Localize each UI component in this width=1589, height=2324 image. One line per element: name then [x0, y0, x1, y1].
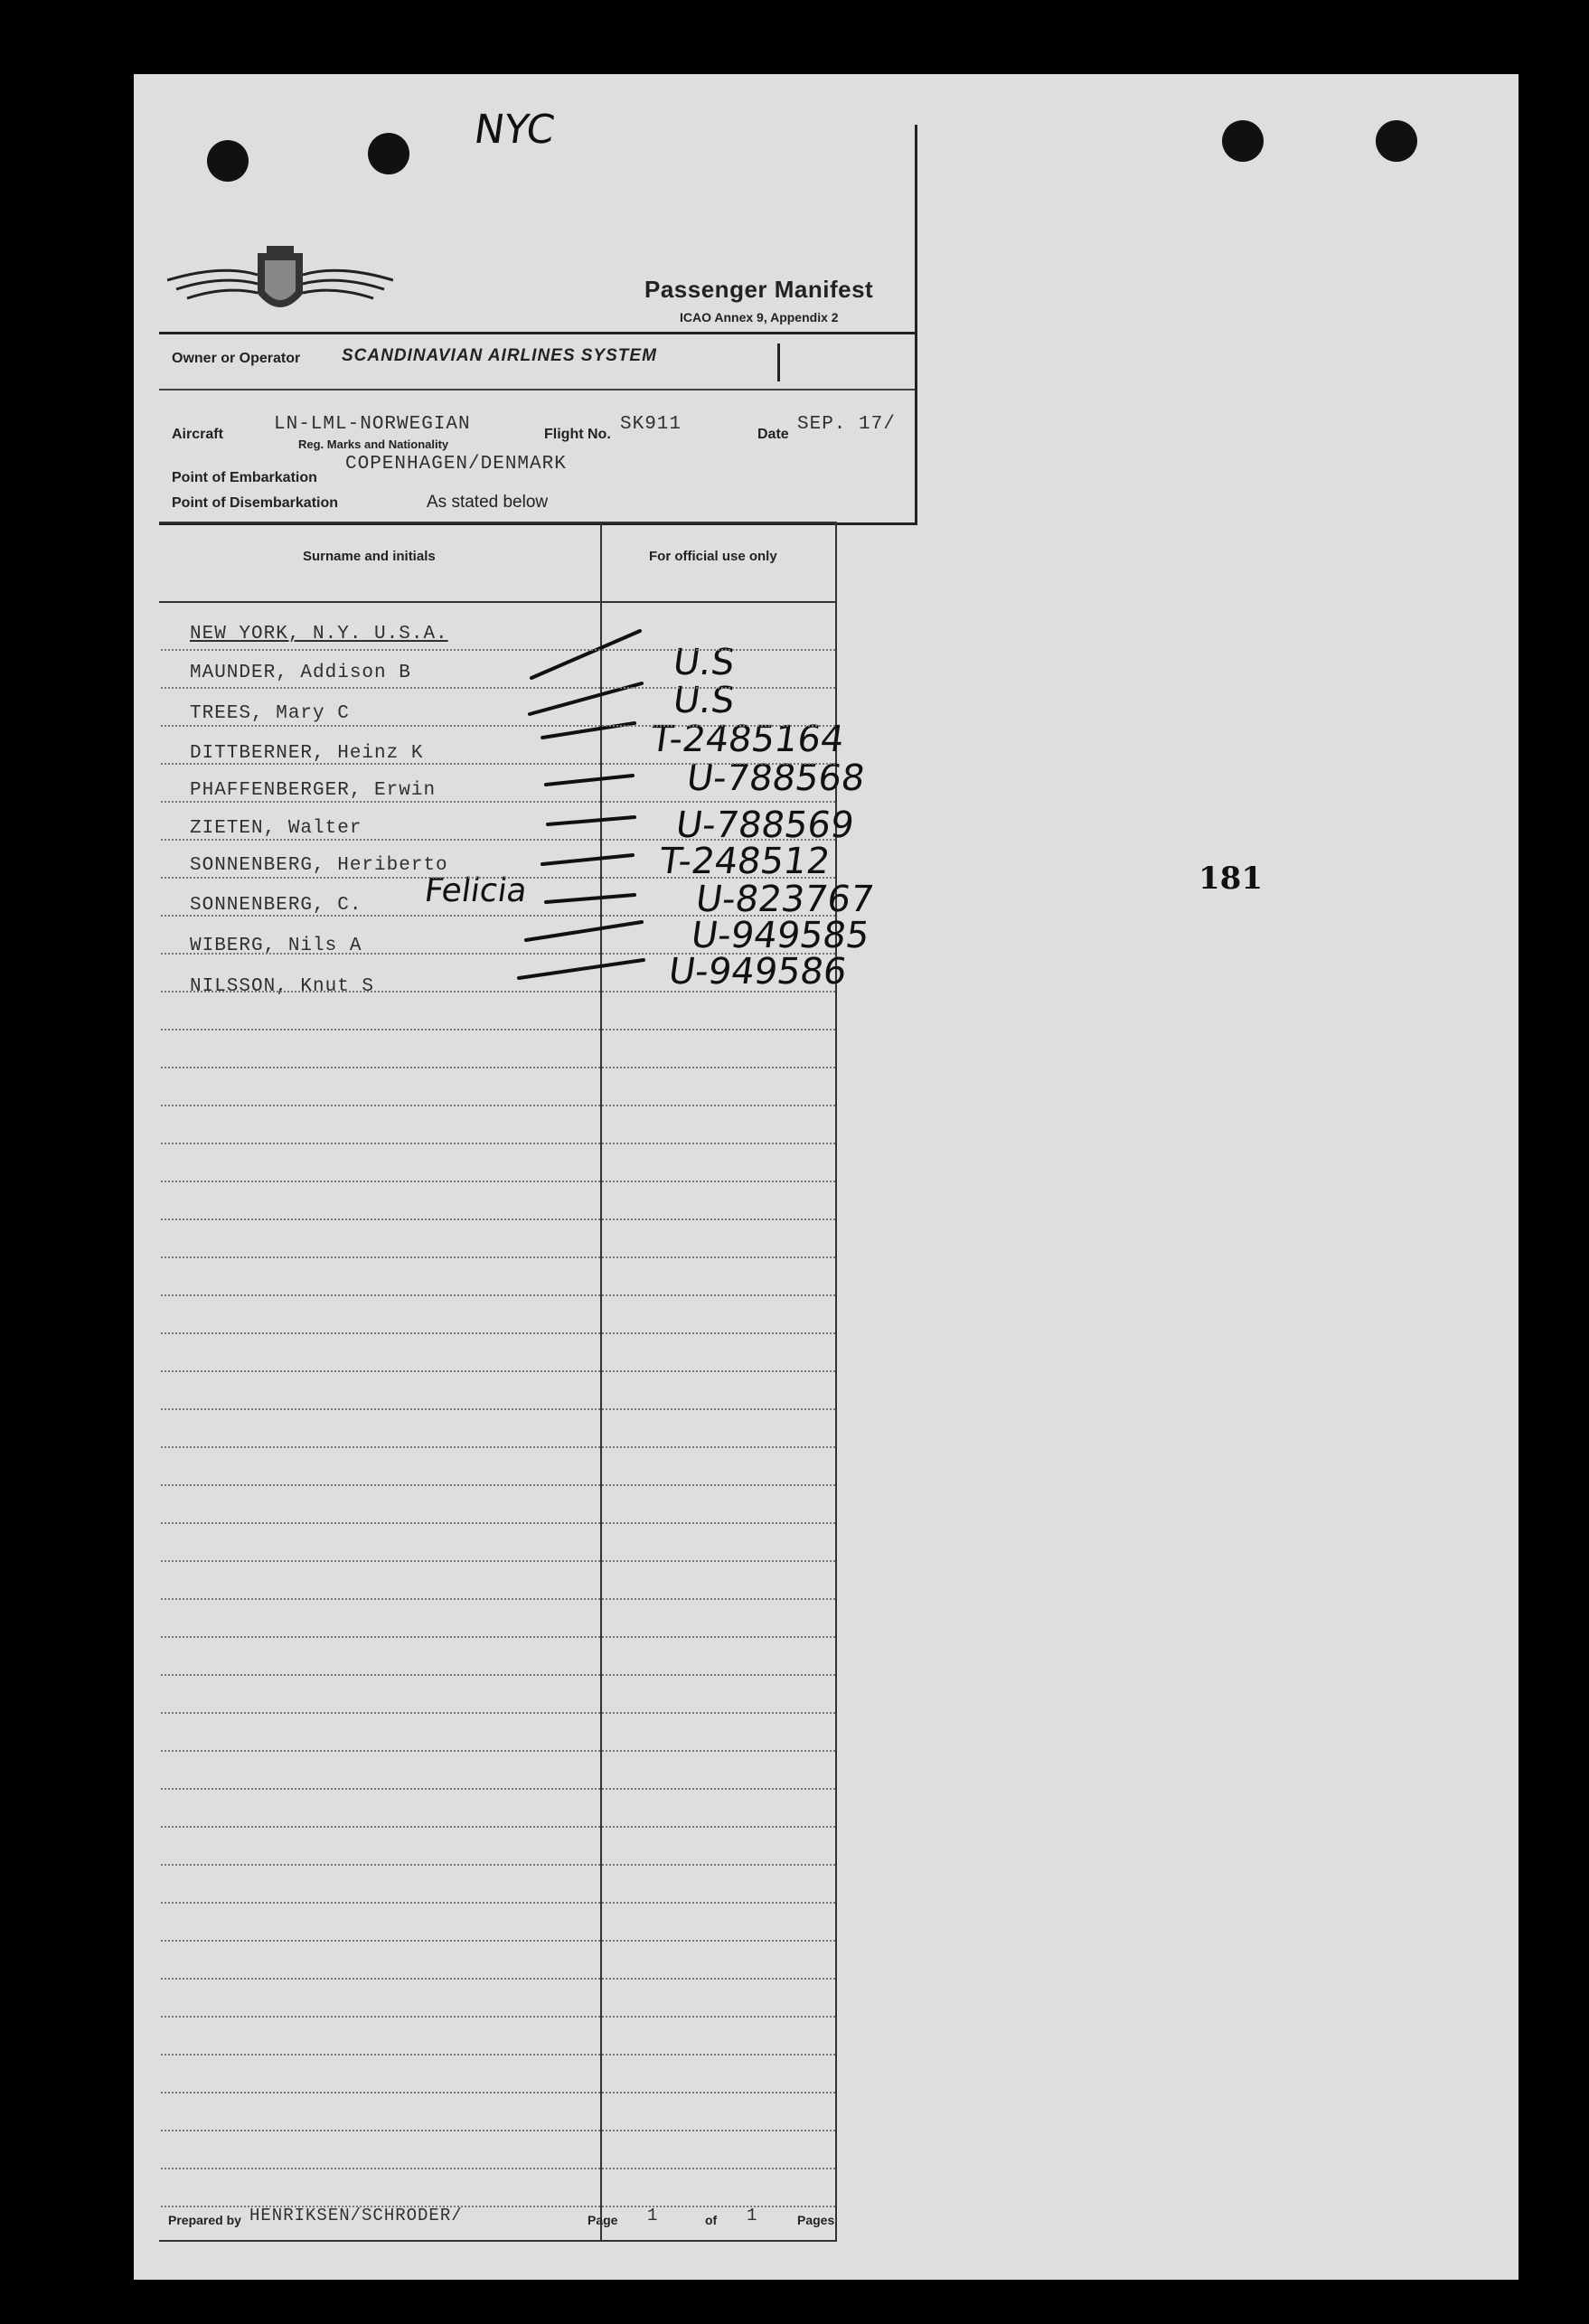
owner-label: Owner or Operator — [172, 351, 301, 366]
official-note: U-788569 — [672, 804, 857, 846]
ruled-line — [161, 2092, 835, 2093]
embarkation-value: COPENHAGEN/DENMARK — [345, 454, 567, 475]
passenger-name: MAUNDER, Addison B — [190, 663, 411, 683]
official-note: U-949586 — [665, 951, 850, 993]
ruled-line — [161, 1978, 835, 1980]
of-value: 1 — [747, 2206, 758, 2225]
passenger-name: WIBERG, Nils A — [190, 936, 362, 956]
flight-value: SK911 — [620, 414, 682, 435]
ruled-line — [161, 801, 835, 803]
ruled-line — [161, 1636, 835, 1638]
ruled-line — [161, 649, 835, 651]
ruled-line — [161, 1560, 835, 1562]
page-value: 1 — [647, 2206, 659, 2225]
official-note: U-788568 — [683, 757, 868, 799]
ruled-line — [161, 1674, 835, 1676]
form-subtitle: ICAO Annex 9, Appendix 2 — [680, 310, 839, 325]
owner-rule — [159, 389, 915, 390]
surname-column-header: Surname and initials — [303, 549, 436, 564]
official-column-header: For official use only — [649, 549, 777, 564]
date-label: Date — [757, 427, 789, 442]
prepared-by-value: HENRIKSEN/SCHRODER/ — [249, 2206, 463, 2225]
ruled-line — [161, 1902, 835, 1904]
date-value: SEP. 17/ — [797, 414, 896, 435]
ruled-line — [161, 1218, 835, 1220]
ruled-line — [161, 839, 835, 841]
ruled-line — [161, 877, 835, 879]
passenger-name: DITTBERNER, Heinz K — [190, 743, 424, 764]
disembarkation-value: As stated below — [427, 493, 549, 512]
punch-hole — [1376, 120, 1417, 162]
pages-label: Pages — [797, 2213, 835, 2227]
ruled-line — [161, 953, 835, 955]
ruled-line — [161, 1598, 835, 1600]
ruled-line — [161, 1143, 835, 1144]
ruled-line — [161, 725, 835, 727]
official-note: T-2485164 — [647, 719, 847, 760]
ruled-line — [161, 1484, 835, 1486]
disembarkation-label: Point of Disembarkation — [172, 495, 339, 511]
flight-label: Flight No. — [544, 427, 611, 442]
airline-wings-logo-icon — [167, 244, 393, 325]
ruled-line — [161, 1408, 835, 1410]
passenger-name: SONNENBERG, Heriberto — [190, 855, 448, 876]
handwritten-destination-note: NYC — [471, 107, 558, 153]
ruled-line — [161, 915, 835, 917]
ruled-line — [161, 1522, 835, 1524]
passenger-name: NILSSON, Knut S — [190, 976, 375, 997]
official-note: T-248512 — [656, 841, 833, 882]
official-note: U-949585 — [688, 915, 872, 956]
passenger-name: ZIETEN, Walter — [190, 818, 362, 839]
ruled-line — [161, 2054, 835, 2056]
prepared-by-label: Prepared by — [168, 2213, 241, 2227]
owner-tick-mark — [777, 343, 780, 381]
ruled-line — [161, 2130, 835, 2131]
ruled-line — [161, 1826, 835, 1828]
ruled-line — [161, 1256, 835, 1258]
owner-value: SCANDINAVIAN AIRLINES SYSTEM — [342, 346, 657, 365]
ruled-line — [161, 1712, 835, 1714]
official-note: U.S — [670, 680, 738, 721]
ruled-line — [161, 1067, 835, 1068]
ruled-line — [161, 687, 835, 689]
form-title: Passenger Manifest — [644, 276, 874, 303]
passenger-name: PHAFFENBERGER, Erwin — [190, 780, 437, 801]
ruled-line — [161, 1864, 835, 1866]
aircraft-label: Aircraft — [172, 427, 223, 442]
passenger-name: TREES, Mary C — [190, 703, 350, 724]
header-bottom-rule — [159, 601, 837, 603]
ruled-line — [161, 1750, 835, 1752]
ruled-line — [161, 991, 835, 993]
ruled-line — [161, 1788, 835, 1790]
official-note: U-823767 — [692, 879, 877, 920]
ruled-line — [161, 2168, 835, 2169]
official-note: U.S — [670, 642, 738, 683]
ruled-line — [161, 2016, 835, 2018]
handwritten-check-strokes — [506, 624, 651, 994]
ruled-line — [161, 1294, 835, 1296]
footer-rule — [159, 2240, 837, 2242]
page-number-stamp: 181 — [1199, 861, 1263, 897]
ruled-line — [161, 1181, 835, 1182]
ruled-line — [161, 763, 835, 765]
handwritten-name-correction: Felicia — [422, 872, 530, 909]
ruled-line — [161, 1029, 835, 1030]
destination-heading: NEW YORK, N.Y. U.S.A. — [190, 624, 448, 645]
header-rule — [159, 332, 915, 334]
ruled-line — [161, 1940, 835, 1942]
ruled-line — [161, 1370, 835, 1372]
punch-hole — [1222, 120, 1264, 162]
page-label: Page — [588, 2213, 618, 2227]
ruled-line — [161, 1446, 835, 1448]
ruled-line — [161, 1332, 835, 1334]
of-label: of — [705, 2213, 718, 2227]
table-top-rule — [159, 522, 837, 523]
passenger-name: SONNENBERG, C. — [190, 895, 362, 916]
reg-marks-label: Reg. Marks and Nationality — [298, 438, 449, 451]
aircraft-value: LN-LML-NORWEGIAN — [274, 414, 471, 435]
embarkation-label: Point of Embarkation — [172, 470, 317, 485]
ruled-line — [161, 1105, 835, 1106]
